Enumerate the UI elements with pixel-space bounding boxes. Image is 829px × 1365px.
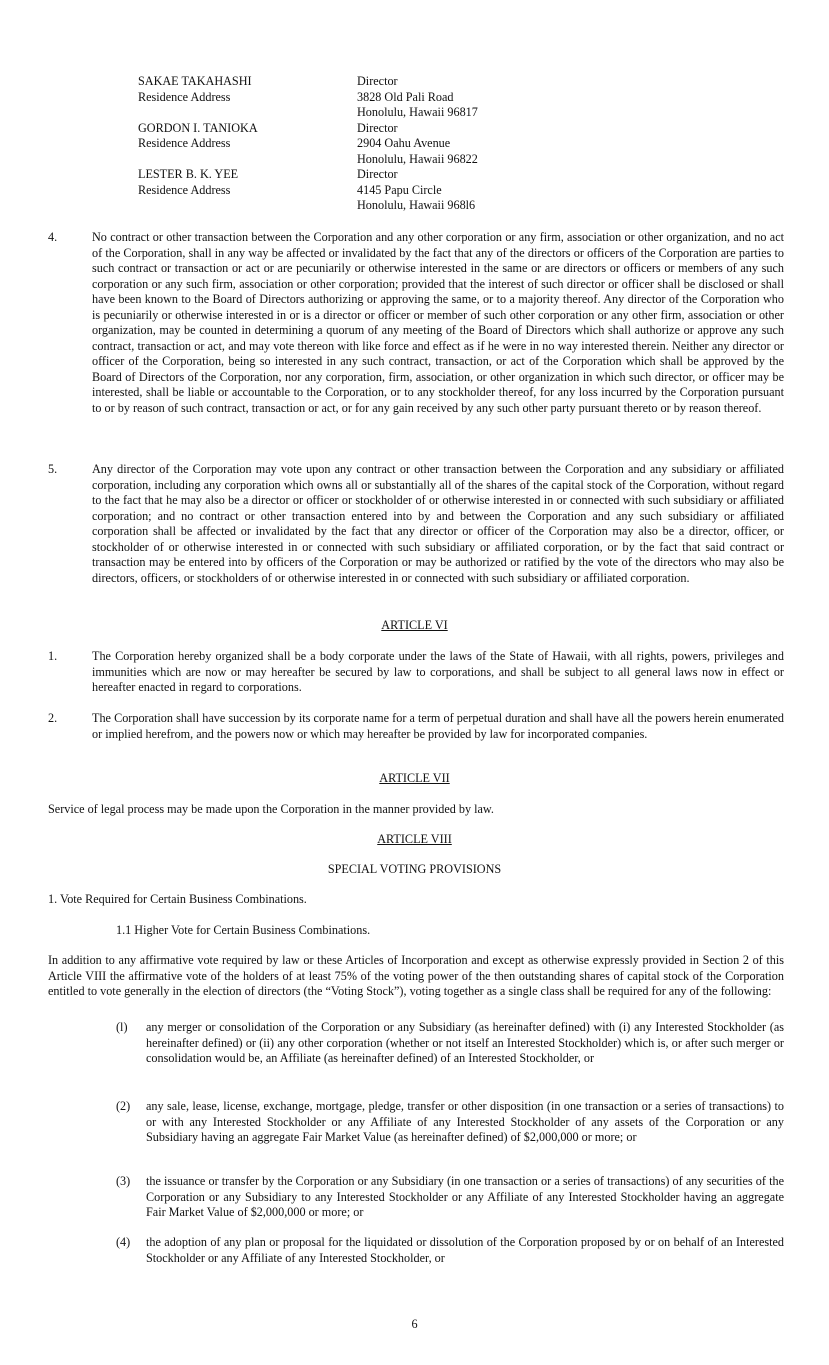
paragraph-4: No contract or other transaction between the Corporation and any other corporation or any firm, association or other organization, and no act of the Corporation, shall in any way be affected or invalidated by the fact that any of the directors or officers of the Corporation are parties to such contract or transaction or act or are pecuniarily or otherwise interested in the same or are directors or officers or members of any such corporation or any such firm, association or other corporation; provided that the interest of such director or officer shall be disclosed or shall have been known to the Board of Directors authorizing or approving the same, or to a majority thereof. Any director of the Corporation who is pecuniarily or otherwise interested in or is a director or officer or member of such other corporation or any other firm, association or other organization, may be counted in determining a quorum of any meeting of the Board of Directors which shall authorize or approve any such contract, transaction or act, and may vote thereon with like force and effect as if he were in no way interested therein. Neither any director or officer of the Corporation, being so interested in any such contract, transaction, or act of the Corporation which shall be approved by the Board of Directors of the Corporation, nor any corporation, firm, association, or other organization in which such director, or officer may be interested, shall be liable or accountable to the Corporation, or to any stockholder thereof, for any loss incurred by the Corporation pursuant to or by reason of such contract, transaction or act, or for any gain received by any such other party pursuant thereto or by reason thereof. — [92, 230, 784, 415]
list-item-number: (l) — [116, 1020, 128, 1034]
address-line: 3828 Old Pali Road — [357, 89, 454, 104]
subsection-heading: 1.1 Higher Vote for Certain Business Combinations. — [116, 923, 371, 937]
article-subheading: SPECIAL VOTING PROVISIONS — [327, 862, 502, 876]
directors-list — [138, 74, 778, 214]
list-item: any merger or consolidation of the Corporation or any Subsidiary (as hereinafter defined) with (i) any Interested Stockholder (as hereinafter defined) or (ii) any other corporation (whether or not itself an Interested Stockholder) which is, or after such merger or consolidation would be, an Affiliate (as hereinafter defined) of an Interested Stockholder, or — [146, 1020, 784, 1065]
list-item: the adoption of any plan or proposal for the liquidated or dissolution of the Corporation proposed by or on behalf of an Interested Stockholder or any Affiliate of any Interested Stockholder, or — [146, 1235, 784, 1265]
residence-label: Residence Address — [138, 136, 231, 150]
address-line: 2904 Oahu Avenue — [357, 136, 451, 150]
list-item-number: (3) — [116, 1174, 131, 1188]
residence-label: Residence Address — [138, 89, 231, 104]
address-line: Honolulu, Hawaii 968l6 — [357, 198, 476, 212]
paragraph-number: 4. — [48, 230, 58, 244]
address-line: Honolulu, Hawaii 96822 — [357, 151, 478, 166]
page-number: 6 — [411, 1317, 418, 1331]
list-item-number: (2) — [116, 1099, 131, 1113]
article6-paragraph-2: The Corporation shall have succession by its corporate name for a term of perpetual duration and shall have all the powers herein enumerated or implied herefrom, and the powers now or which may hereafter be provided by law for incorporated companies. — [92, 711, 784, 741]
director-title: Director — [357, 74, 398, 88]
director-name: SAKAE TAKAHASHI — [138, 74, 252, 88]
article6-paragraph-1: The Corporation hereby organized shall be a body corporate under the laws of the State of Hawaii, with all rights, powers, privileges and immunities which are now or may hereafter be secured by law to corporations, and shall be subject to all general laws now in effect or hereafter enacted in regard to corporations. — [92, 649, 784, 694]
director-name: GORDON I. TANIOKA — [138, 120, 258, 135]
paragraph-number: 1. — [48, 649, 58, 663]
address-line: Honolulu, Hawaii 96817 — [357, 105, 478, 119]
paragraph-5: Any director of the Corporation may vote upon any contract or other transaction between the Corporation and any subsidiary or affiliated corporation, including any corporation which owns all or substantially all of the shares of the capital stock of the Corporation, without regard to the fact that he may also be a director or officer or stockholder of or otherwise interested in or connected with such subsidiary or affiliated corporation; and no contract or other transaction entered into by and between the Corporation and any such subsidiary or affiliated corporation shall be affected or invalidated by the fact that any director or officer of the Corporation may also be a director, officer, or stockholder of or otherwise interested in or connected with such subsidiary or affiliated corporation, or by the fact that said contract or transaction may be entered into by officers of the Corporation or may be authorized or ratified by the vote of the directors who may also be directors, officers, or stockholders of or otherwise interested in or connected with such subsidiary or affiliated corporation. — [92, 462, 784, 585]
director-title: Director — [357, 167, 398, 181]
director-entry — [138, 167, 778, 183]
section-heading: 1. Vote Required for Certain Business Combinations. — [48, 892, 307, 906]
director-name: LESTER B. K. YEE — [138, 167, 239, 181]
article-heading: ARTICLE VIII — [377, 832, 452, 846]
list-item: the issuance or transfer by the Corporation or any Subsidiary (in one transaction or a series of transactions) of any securities of the Corporation or any Subsidiary to any Interested Stockholder or any Affiliate of any Interested Stockholder having an aggregate Fair Market Value of $2,000,000 or more; or — [146, 1174, 784, 1219]
list-item: any sale, lease, license, exchange, mortgage, pledge, transfer or other disposition (in one transaction or a series of transactions) to or with any Interested Stockholder or any Affiliate of any Interested Stockholder of any assets of the Corporation or any Subsidiary having an aggregate Fair Market Value (as hereinafter defined) of $2,000,000 or more; or — [146, 1099, 784, 1144]
address-line: 4145 Papu Circle — [357, 182, 442, 197]
article-heading: ARTICLE VI — [381, 618, 448, 632]
list-item-number: (4) — [116, 1235, 131, 1249]
director-entry — [138, 74, 778, 90]
paragraph-number: 5. — [48, 462, 58, 476]
article8-intro: In addition to any affirmative vote required by law or these Articles of Incorporation and except as otherwise expressly provided in Section 2 of this Article VIII the affirmative vote of the holders of at least 75% of the voting power of the then outstanding shares of capital stock of the Corporation entitled to vote generally in the election of directors (the “Voting Stock”), voting together as a single class shall be required for any of the following: — [48, 953, 784, 998]
article7-text: Service of legal process may be made upon the Corporation in the manner provided by law. — [48, 802, 494, 816]
residence-label: Residence Address — [138, 182, 231, 197]
paragraph-number: 2. — [48, 711, 58, 725]
article-heading: ARTICLE VII — [379, 771, 450, 785]
director-title: Director — [357, 120, 398, 135]
director-entry — [138, 121, 778, 137]
